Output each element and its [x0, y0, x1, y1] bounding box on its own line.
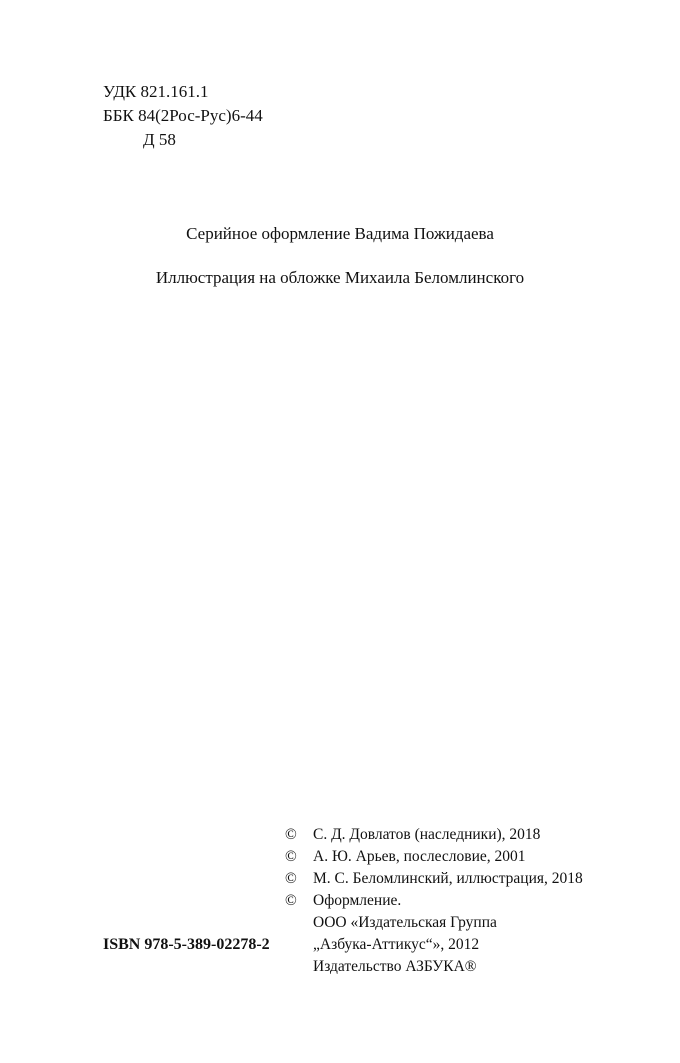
copyright-line-design [285, 890, 583, 912]
copyright-text: А. Ю. Арьев, послесловие, 2001 [313, 848, 526, 865]
copyright-symbol: © [285, 826, 297, 843]
bbk-code: ББК 84(2Рос-Рус)6-44 [103, 106, 263, 125]
copyright-symbol: © [285, 848, 297, 865]
copyright-block [285, 824, 583, 978]
copyright-text: М. С. Беломлинский, иллюстрация, 2018 [313, 870, 583, 887]
publisher-group-line: ООО «Издательская Группа [313, 914, 497, 931]
copyright-line-afterword [285, 846, 583, 868]
author-mark: Д 58 [143, 130, 176, 149]
copyright-text: С. Д. Довлатов (наследники), 2018 [313, 826, 541, 843]
classification-block [103, 80, 263, 152]
copyright-line-illustration [285, 868, 583, 890]
series-design-credit: Серийное оформление Вадима Пожидаева [186, 224, 494, 243]
copyright-text: Оформление. [313, 892, 402, 909]
copyright-symbol: © [285, 892, 297, 909]
imprint-publisher: Издательство АЗБУКА® [313, 958, 477, 975]
copyright-line-heirs [285, 824, 583, 846]
udk-code: УДК 821.161.1 [103, 82, 209, 101]
isbn-number: ISBN 978-5-389-02278-2 [103, 936, 270, 953]
copyright-symbol: © [285, 870, 297, 887]
cover-illustration-credit: Иллюстрация на обложке Михаила Беломлинского [155, 268, 525, 287]
credits-block [0, 222, 680, 290]
publisher-group-continuation: „Азбука-Аттикус“», 2012 [313, 936, 480, 953]
